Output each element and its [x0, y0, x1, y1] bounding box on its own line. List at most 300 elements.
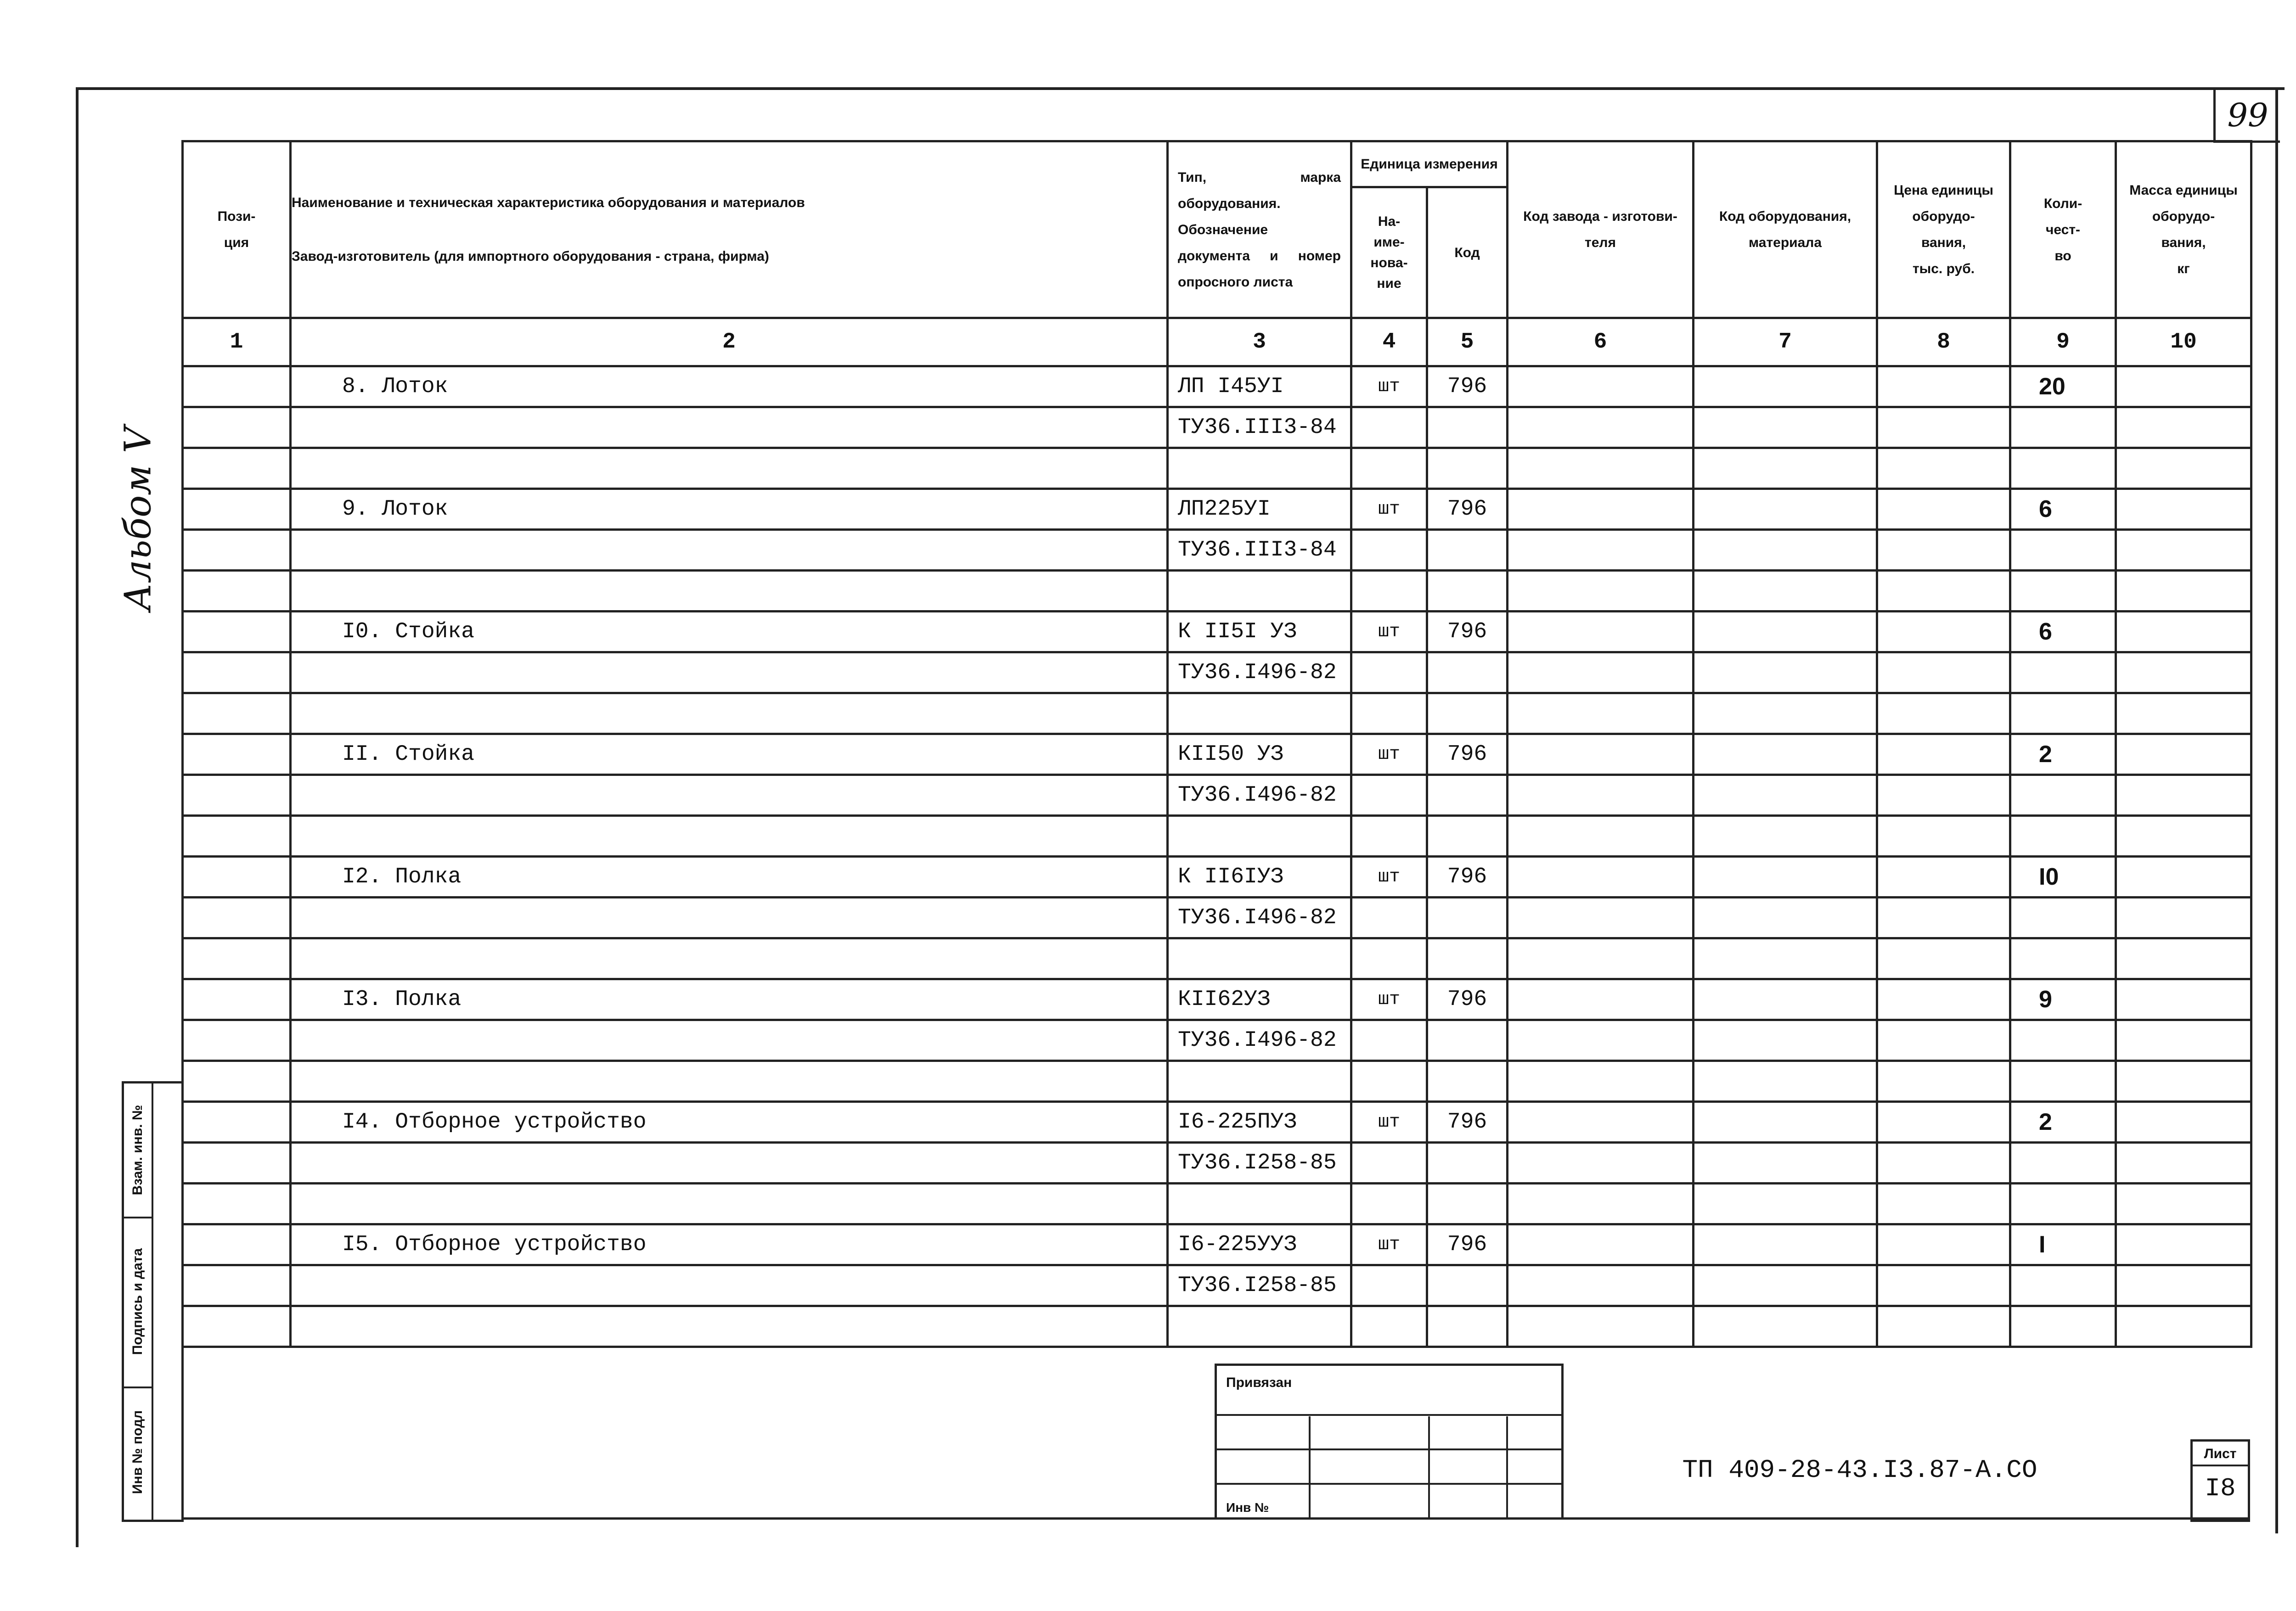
sheet-label: Лист: [2193, 1446, 2248, 1466]
mass-cell: [2116, 366, 2251, 407]
item-quantity: I0: [2010, 857, 2116, 898]
empty-cell: [183, 1306, 291, 1347]
binding-box: [1215, 1364, 1564, 1520]
quantity-cell: [2010, 530, 2116, 571]
item-type: КII50 УЗ: [1168, 734, 1351, 775]
empty-cell: [2010, 816, 2116, 857]
stamp-cell-replace: [124, 1083, 152, 1218]
position-cell: [183, 979, 291, 1020]
empty-cell: [1877, 693, 2010, 734]
binding-divider: [1309, 1416, 1311, 1520]
empty-cell: [183, 938, 291, 979]
specification-body: [183, 318, 2251, 1347]
item-name: 8. Лоток: [291, 366, 1168, 407]
empty-cell: [1694, 1061, 1877, 1102]
item-row: [183, 489, 2251, 530]
unit-cell: [1351, 652, 1427, 693]
sheet-number-box: [2190, 1439, 2250, 1522]
price-cell: [1877, 652, 2010, 693]
empty-cell: [1351, 816, 1427, 857]
plant-code-cell: [1508, 530, 1694, 571]
name-cell: [291, 898, 1168, 938]
item-unit-code: 796: [1427, 979, 1508, 1020]
name-cell: [291, 1143, 1168, 1184]
document-code: ТП 409-28-43.I3.87-А.СО: [1682, 1455, 2037, 1485]
plant-code-cell: [1508, 1143, 1694, 1184]
item-unit-code: 796: [1427, 734, 1508, 775]
quantity-cell: [2010, 652, 2116, 693]
quantity-cell: [2010, 1020, 2116, 1061]
mass-cell: [2116, 407, 2251, 448]
name-cell: [291, 1265, 1168, 1306]
empty-cell: [1508, 693, 1694, 734]
item-type: ЛП I45УI: [1168, 366, 1351, 407]
item-name: I5. Отборное устройство: [291, 1224, 1168, 1265]
plant-code-cell: [1508, 1020, 1694, 1061]
position-cell: [183, 775, 291, 816]
mass-cell: [2116, 530, 2251, 571]
empty-cell: [1427, 816, 1508, 857]
specification-table: [181, 140, 2252, 1348]
empty-cell: [1351, 938, 1427, 979]
empty-cell: [1508, 816, 1694, 857]
price-cell: [1877, 407, 2010, 448]
equipment-code-cell: [1694, 489, 1877, 530]
header-price: Цена единицы оборудо- вания, тыс. руб.: [1877, 141, 2010, 318]
unit-cell: [1351, 407, 1427, 448]
empty-cell: [1508, 448, 1694, 489]
empty-cell: [291, 571, 1168, 612]
item-unit-code: 796: [1427, 1102, 1508, 1143]
item-type: I6-225УУЗ: [1168, 1224, 1351, 1265]
column-number-row: [183, 318, 2251, 366]
mass-cell: [2116, 1020, 2251, 1061]
item-doc-row: [183, 898, 2251, 938]
name-cell: [291, 775, 1168, 816]
position-cell: [183, 1143, 291, 1184]
empty-cell: [1168, 1184, 1351, 1224]
price-cell: [1877, 857, 2010, 898]
item-quantity: 9: [2010, 979, 2116, 1020]
item-document: ТУ36.I258-85: [1168, 1143, 1351, 1184]
spacer-row: [183, 571, 2251, 612]
header-type: Тип, марка оборудования. Обозначение документа и номер опросного листа: [1168, 141, 1351, 318]
empty-cell: [291, 693, 1168, 734]
item-name: I3. Полка: [291, 979, 1168, 1020]
empty-cell: [1694, 693, 1877, 734]
unit-cell: [1351, 1020, 1427, 1061]
price-cell: [1877, 1020, 2010, 1061]
spacer-row: [183, 816, 2251, 857]
empty-cell: [1351, 693, 1427, 734]
equipment-code-cell: [1694, 1224, 1877, 1265]
name-cell: [291, 1020, 1168, 1061]
item-quantity: 20: [2010, 366, 2116, 407]
unit-cell: [1351, 898, 1427, 938]
header-name: [291, 141, 1168, 318]
position-cell: [183, 1224, 291, 1265]
position-cell: [183, 1102, 291, 1143]
item-doc-row: [183, 775, 2251, 816]
quantity-cell: [2010, 775, 2116, 816]
quantity-cell: [2010, 407, 2116, 448]
price-cell: [1877, 898, 2010, 938]
item-document: ТУ36.I496-82: [1168, 775, 1351, 816]
item-unit: шт: [1351, 857, 1427, 898]
stamp-label-inv: Инв № подл: [130, 1410, 145, 1494]
price-cell: [1877, 612, 2010, 652]
header-position: Пози- ция: [183, 141, 291, 318]
stamp-cell-sign: [124, 1217, 152, 1388]
empty-cell: [1168, 693, 1351, 734]
empty-cell: [2010, 571, 2116, 612]
empty-cell: [1427, 1306, 1508, 1347]
unit-code-cell: [1427, 530, 1508, 571]
name-cell: [291, 407, 1168, 448]
equipment-code-cell: [1694, 979, 1877, 1020]
frame-tick: [76, 1529, 79, 1547]
binding-divider: [1506, 1416, 1508, 1520]
spacer-row: [183, 1061, 2251, 1102]
header-name-line2: Завод-изготовитель (для импортного оборудования - страна, фирма): [292, 249, 769, 264]
mass-cell: [2116, 612, 2251, 652]
col-number: 4: [1351, 318, 1427, 366]
equipment-code-cell: [1694, 898, 1877, 938]
item-name: II. Стойка: [291, 734, 1168, 775]
empty-cell: [1508, 1061, 1694, 1102]
item-name: I4. Отборное устройство: [291, 1102, 1168, 1143]
binding-line: [1217, 1448, 1561, 1450]
item-quantity: 6: [2010, 489, 2116, 530]
frame-left-border: [76, 87, 79, 1533]
item-type: КII62УЗ: [1168, 979, 1351, 1020]
plant-code-cell: [1508, 1265, 1694, 1306]
col-number: 8: [1877, 318, 2010, 366]
equipment-code-cell: [1694, 1102, 1877, 1143]
header-unit-code: Код: [1427, 187, 1508, 318]
empty-cell: [291, 938, 1168, 979]
price-cell: [1877, 489, 2010, 530]
empty-cell: [1508, 1184, 1694, 1224]
empty-cell: [1351, 571, 1427, 612]
mass-cell: [2116, 898, 2251, 938]
item-document: ТУ36.III3-84: [1168, 407, 1351, 448]
mass-cell: [2116, 1224, 2251, 1265]
col-number: 7: [1694, 318, 1877, 366]
album-note: Альбом V: [116, 427, 159, 611]
item-row: [183, 1102, 2251, 1143]
bound-label: Привязан: [1226, 1375, 1292, 1390]
plant-code-cell: [1508, 612, 1694, 652]
empty-cell: [1427, 1061, 1508, 1102]
empty-cell: [1427, 571, 1508, 612]
unit-code-cell: [1427, 898, 1508, 938]
empty-cell: [1427, 693, 1508, 734]
col-number: 9: [2010, 318, 2116, 366]
item-type: ЛП225УI: [1168, 489, 1351, 530]
item-doc-row: [183, 1020, 2251, 1061]
empty-cell: [291, 816, 1168, 857]
position-cell: [183, 734, 291, 775]
stamp-left-border: [181, 1347, 184, 1520]
quantity-cell: [2010, 898, 2116, 938]
empty-cell: [1427, 448, 1508, 489]
empty-cell: [1168, 1061, 1351, 1102]
empty-cell: [1694, 938, 1877, 979]
header-equipment-code: Код оборудования, материала: [1694, 141, 1877, 318]
item-doc-row: [183, 1143, 2251, 1184]
unit-cell: [1351, 530, 1427, 571]
position-cell: [183, 489, 291, 530]
equipment-code-cell: [1694, 1143, 1877, 1184]
empty-cell: [1168, 938, 1351, 979]
unit-code-cell: [1427, 652, 1508, 693]
item-document: ТУ36.I496-82: [1168, 652, 1351, 693]
item-type: I6-225ПУЗ: [1168, 1102, 1351, 1143]
unit-code-cell: [1427, 775, 1508, 816]
quantity-cell: [2010, 1265, 2116, 1306]
price-cell: [1877, 530, 2010, 571]
plant-code-cell: [1508, 898, 1694, 938]
empty-cell: [1694, 1184, 1877, 1224]
side-stamp: [122, 1081, 184, 1522]
equipment-code-cell: [1694, 857, 1877, 898]
empty-cell: [291, 1061, 1168, 1102]
empty-cell: [1168, 571, 1351, 612]
empty-cell: [1877, 816, 2010, 857]
item-name: 9. Лоток: [291, 489, 1168, 530]
item-document: ТУ36.I496-82: [1168, 898, 1351, 938]
price-cell: [1877, 1143, 2010, 1184]
equipment-code-cell: [1694, 530, 1877, 571]
equipment-code-cell: [1694, 775, 1877, 816]
empty-cell: [1427, 938, 1508, 979]
mass-cell: [2116, 1102, 2251, 1143]
item-doc-row: [183, 652, 2251, 693]
empty-cell: [1877, 1184, 2010, 1224]
price-cell: [1877, 1102, 2010, 1143]
empty-cell: [183, 448, 291, 489]
empty-cell: [183, 693, 291, 734]
empty-cell: [2116, 571, 2251, 612]
spacer-row: [183, 938, 2251, 979]
item-document: ТУ36.III3-84: [1168, 530, 1351, 571]
mass-cell: [2116, 1265, 2251, 1306]
binding-line: [1217, 1414, 1561, 1416]
spacer-row: [183, 693, 2251, 734]
binding-line: [1217, 1483, 1561, 1485]
plant-code-cell: [1508, 775, 1694, 816]
item-unit: шт: [1351, 1102, 1427, 1143]
plant-code-cell: [1508, 407, 1694, 448]
mass-cell: [2116, 857, 2251, 898]
plant-code-cell: [1508, 1224, 1694, 1265]
plant-code-cell: [1508, 979, 1694, 1020]
equipment-code-cell: [1694, 366, 1877, 407]
empty-cell: [1508, 1306, 1694, 1347]
item-row: [183, 979, 2251, 1020]
empty-cell: [2010, 938, 2116, 979]
frame-right-border: [2275, 87, 2278, 1533]
empty-cell: [2116, 1306, 2251, 1347]
name-cell: [291, 652, 1168, 693]
empty-cell: [1427, 1184, 1508, 1224]
position-cell: [183, 407, 291, 448]
item-quantity: 2: [2010, 734, 2116, 775]
empty-cell: [2010, 693, 2116, 734]
stamp-divider: [152, 1083, 153, 1520]
price-cell: [1877, 775, 2010, 816]
empty-cell: [183, 1184, 291, 1224]
empty-cell: [1508, 938, 1694, 979]
position-cell: [183, 857, 291, 898]
item-row: [183, 734, 2251, 775]
price-cell: [1877, 734, 2010, 775]
equipment-code-cell: [1694, 407, 1877, 448]
item-unit-code: 796: [1427, 612, 1508, 652]
spacer-row: [183, 1184, 2251, 1224]
stamp-label-replace: Взам. инв. №: [130, 1105, 145, 1196]
item-row: [183, 1224, 2251, 1265]
position-cell: [183, 1020, 291, 1061]
col-number: 1: [183, 318, 291, 366]
position-cell: [183, 652, 291, 693]
sheet-mark: 99: [2213, 90, 2280, 143]
header-mass: Масса единицы оборудо- вания, кг: [2116, 141, 2251, 318]
empty-cell: [1351, 1184, 1427, 1224]
equipment-code-cell: [1694, 612, 1877, 652]
empty-cell: [1351, 1306, 1427, 1347]
empty-cell: [1168, 448, 1351, 489]
item-unit-code: 796: [1427, 857, 1508, 898]
empty-cell: [291, 1184, 1168, 1224]
item-unit: шт: [1351, 366, 1427, 407]
position-cell: [183, 1265, 291, 1306]
col-number: 3: [1168, 318, 1351, 366]
spacer-row: [183, 448, 2251, 489]
stamp-cell-inv: [124, 1386, 152, 1517]
empty-cell: [1351, 448, 1427, 489]
item-quantity: 2: [2010, 1102, 2116, 1143]
empty-cell: [2010, 1184, 2116, 1224]
unit-code-cell: [1427, 407, 1508, 448]
empty-cell: [2116, 1184, 2251, 1224]
empty-cell: [2010, 448, 2116, 489]
sheet-number: I8: [2205, 1474, 2236, 1503]
plant-code-cell: [1508, 366, 1694, 407]
item-type: К II6IУЗ: [1168, 857, 1351, 898]
empty-cell: [1508, 571, 1694, 612]
plant-code-cell: [1508, 489, 1694, 530]
col-number: 5: [1427, 318, 1508, 366]
position-cell: [183, 366, 291, 407]
plant-code-cell: [1508, 1102, 1694, 1143]
item-name: I2. Полка: [291, 857, 1168, 898]
mass-cell: [2116, 979, 2251, 1020]
equipment-code-cell: [1694, 1265, 1877, 1306]
item-unit-code: 796: [1427, 1224, 1508, 1265]
empty-cell: [1694, 448, 1877, 489]
item-doc-row: [183, 1265, 2251, 1306]
item-quantity: I: [2010, 1224, 2116, 1265]
empty-cell: [1168, 1306, 1351, 1347]
header-name-line1: Наименование и техническая характеристика оборудования и материалов: [292, 195, 805, 210]
empty-cell: [2010, 1306, 2116, 1347]
price-cell: [1877, 1265, 2010, 1306]
empty-cell: [1877, 1306, 2010, 1347]
header-unit: Единица измерения: [1351, 141, 1508, 187]
item-unit: шт: [1351, 734, 1427, 775]
empty-cell: [2010, 1061, 2116, 1102]
header-unit-name: На- име- нова- ние: [1351, 187, 1427, 318]
item-row: [183, 612, 2251, 652]
item-unit: шт: [1351, 979, 1427, 1020]
unit-code-cell: [1427, 1265, 1508, 1306]
empty-cell: [291, 1306, 1168, 1347]
inv-number-label: Инв №: [1226, 1500, 1269, 1515]
price-cell: [1877, 979, 2010, 1020]
empty-cell: [1877, 1061, 2010, 1102]
unit-code-cell: [1427, 1143, 1508, 1184]
empty-cell: [183, 816, 291, 857]
plant-code-cell: [1508, 734, 1694, 775]
item-unit: шт: [1351, 489, 1427, 530]
empty-cell: [1351, 1061, 1427, 1102]
item-doc-row: [183, 530, 2251, 571]
unit-cell: [1351, 775, 1427, 816]
empty-cell: [2116, 816, 2251, 857]
spacer-row: [183, 1306, 2251, 1347]
item-unit: шт: [1351, 612, 1427, 652]
equipment-code-cell: [1694, 652, 1877, 693]
empty-cell: [183, 1061, 291, 1102]
empty-cell: [2116, 448, 2251, 489]
item-type: К II5I УЗ: [1168, 612, 1351, 652]
empty-cell: [1694, 1306, 1877, 1347]
price-cell: [1877, 366, 2010, 407]
col-number: 2: [291, 318, 1168, 366]
stamp-label-sign: Подпись и дата: [130, 1248, 145, 1355]
equipment-code-cell: [1694, 1020, 1877, 1061]
item-unit: шт: [1351, 1224, 1427, 1265]
position-cell: [183, 612, 291, 652]
col-number: 10: [2116, 318, 2251, 366]
position-cell: [183, 898, 291, 938]
item-row: [183, 366, 2251, 407]
mass-cell: [2116, 1143, 2251, 1184]
price-cell: [1877, 1224, 2010, 1265]
item-unit-code: 796: [1427, 489, 1508, 530]
empty-cell: [2116, 693, 2251, 734]
header-quantity: Коли- чест- во: [2010, 141, 2116, 318]
binding-divider: [1428, 1416, 1430, 1520]
unit-code-cell: [1427, 1020, 1508, 1061]
empty-cell: [291, 448, 1168, 489]
empty-cell: [1877, 448, 2010, 489]
plant-code-cell: [1508, 857, 1694, 898]
plant-code-cell: [1508, 652, 1694, 693]
item-quantity: 6: [2010, 612, 2116, 652]
empty-cell: [183, 571, 291, 612]
quantity-cell: [2010, 1143, 2116, 1184]
empty-cell: [1168, 816, 1351, 857]
item-unit-code: 796: [1427, 366, 1508, 407]
empty-cell: [1694, 816, 1877, 857]
item-document: ТУ36.I496-82: [1168, 1020, 1351, 1061]
mass-cell: [2116, 734, 2251, 775]
empty-cell: [2116, 1061, 2251, 1102]
item-row: [183, 857, 2251, 898]
